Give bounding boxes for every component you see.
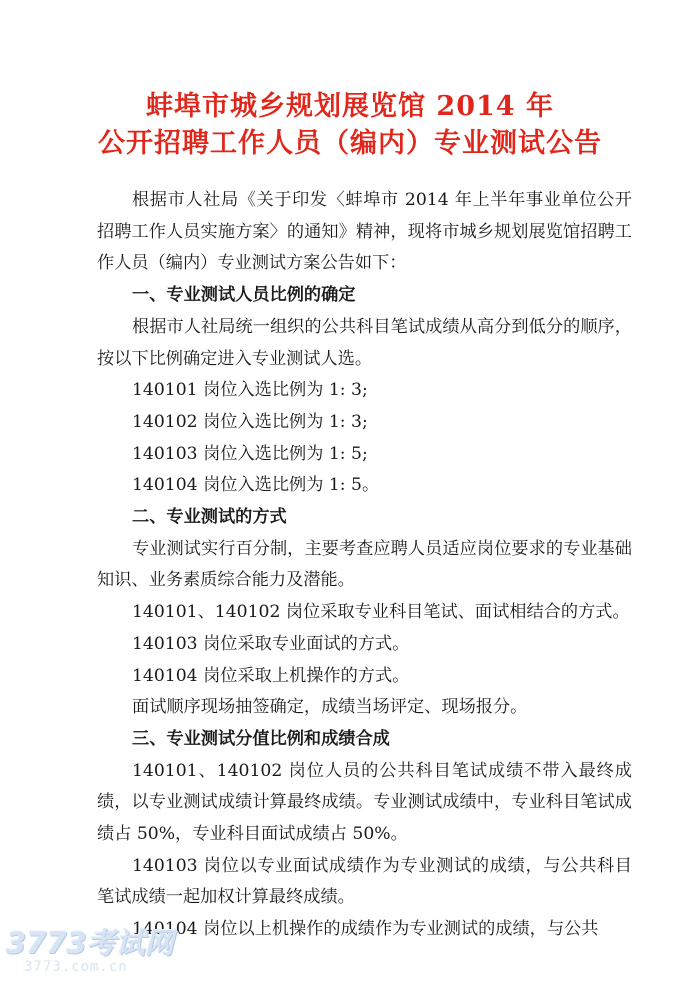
paragraph: 140103 岗位采取专业面试的方式。 [132, 633, 410, 654]
paragraph: 140104 岗位以上机操作的成绩作为专业测试的成绩，与公共 [132, 919, 599, 940]
watermark-logo [6, 921, 186, 981]
paragraph: 面试顺序现场抽签确定，成绩当场评定、现场报分。 [132, 697, 528, 718]
paragraph: 根据市人社局《关于印发〈蚌埠市 2014 年上半年事业单位公开招聘工作人员实施方案〉的通知》精神，现将市城乡规划展览馆招聘工作人员（编内）专业测试方案公告如下： [97, 190, 632, 274]
paragraph: 根据市人社局统一组织的公共科目笔试成绩从高分到低分的顺序，按以下比例确定进入专业测试人选。 [97, 316, 632, 369]
section-heading: 三、专业测试分值比例和成绩合成 [132, 728, 390, 749]
document-body [97, 185, 632, 946]
paragraph: 140103 岗位以专业面试成绩作为专业测试的成绩，与公共科目笔试成绩一起加权计算最终成绩。 [97, 855, 632, 908]
paragraph: 140102 岗位入选比例为 1: 3; [132, 411, 368, 432]
paragraph: 专业测试实行百分制，主要考查应聘人员适应岗位要求的专业基础知识、业务素质综合能力及潜能。 [97, 538, 632, 591]
paragraph: 140101、140102 岗位人员的公共科目笔试成绩不带入最终成绩，以专业测试成绩计算最终成绩。专业测试成绩中，专业科目笔试成绩占 50%，专业科目面试成绩占 50%。 [97, 760, 632, 845]
section-heading: 二、专业测试的方式 [132, 507, 287, 528]
paragraph: 140104 岗位采取上机操作的方式。 [132, 665, 410, 686]
paragraph: 140101、140102 岗位采取专业科目笔试、面试相结合的方式。 [132, 602, 630, 623]
watermark-logo-text: 3773考试网 [6, 926, 174, 960]
paragraph: 140104 岗位入选比例为 1: 5。 [132, 475, 380, 496]
paragraph: 140101 岗位入选比例为 1: 3; [132, 380, 368, 401]
document-title-line-2: 公开招聘工作人员（编内）专业测试公告 [98, 128, 602, 159]
section-heading: 一、专业测试人员比例的确定 [132, 285, 356, 306]
document-title-line-1: 蚌埠市城乡规划展览馆 2014 年 [146, 91, 554, 122]
paragraph: 140103 岗位入选比例为 1: 5; [132, 443, 368, 464]
watermark-logo-url: 3773.com.cn [24, 959, 128, 975]
